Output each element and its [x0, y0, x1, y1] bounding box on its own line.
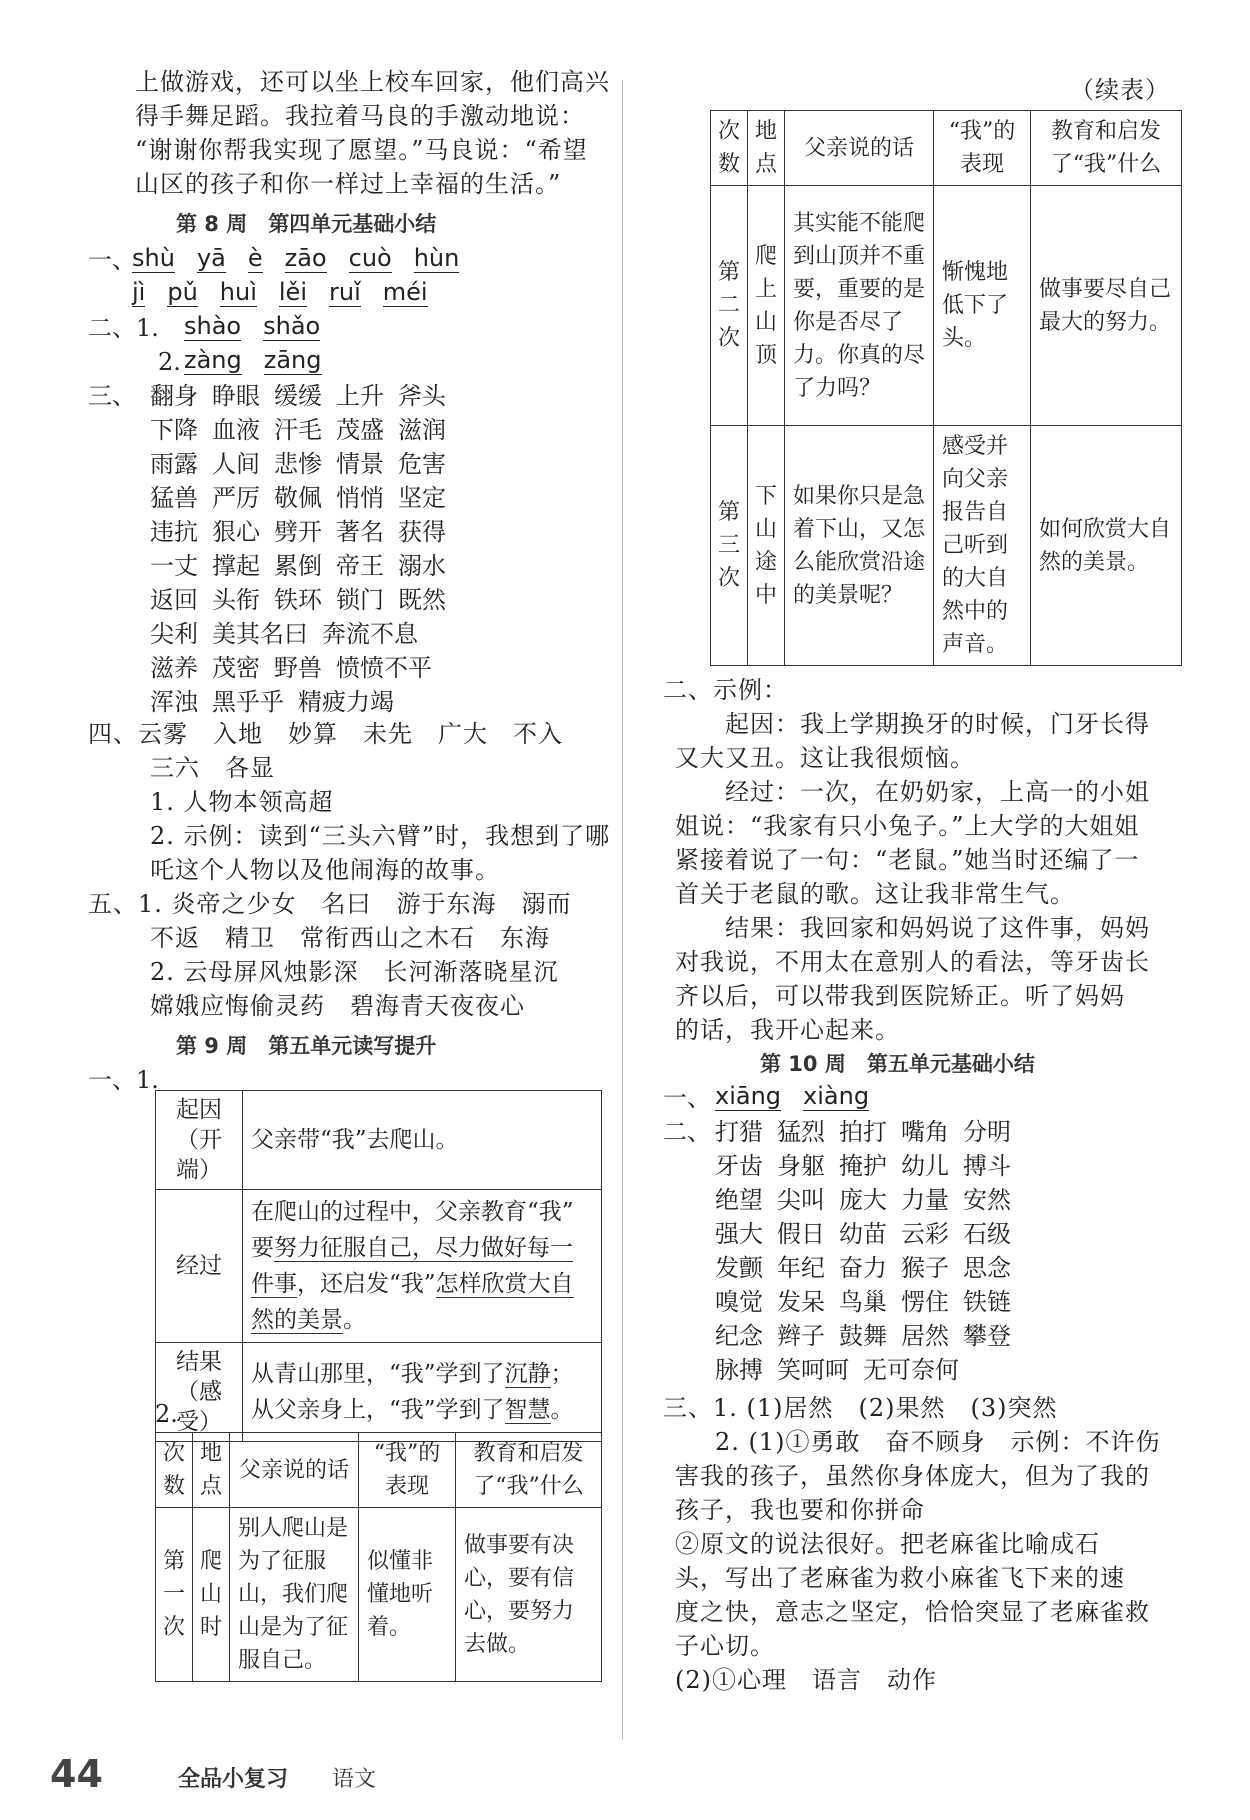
table-cell: 第三次 — [711, 426, 748, 666]
book-title: 全品小复习 — [178, 1767, 289, 1792]
table-cell: 做事要有决心，要有信心，要努力去做。 — [456, 1508, 602, 1682]
table-cell: 如果你只是急着下山，又怎么能欣赏沿途的美景呢？ — [785, 426, 934, 666]
essay-line: 首关于老鼠的歌。这让我非常生气。 — [675, 880, 1075, 908]
word-row: 猛兽 严厉 敬佩 悄悄 坚定 — [150, 484, 446, 512]
section-label: 三、 — [88, 382, 136, 410]
table-cell: 如何欣赏大自然的美景。 — [1031, 426, 1182, 666]
essay-line: 起因：我上学期换牙的时候，门牙长得 — [725, 710, 1150, 738]
section-5-line: 不返 精卫 常衔西山之木石 东海 — [150, 924, 550, 952]
week9-header: 第 9 周 第五单元读写提升 — [176, 1034, 437, 1058]
page-number: 44 — [50, 1752, 103, 1796]
word-row: 浑浊 黑乎乎 精疲力竭 — [150, 688, 394, 716]
continued-label: （续表） — [1070, 76, 1170, 104]
section-4-q2: 2. 示例：读到“三头六臂”时，我想到了哪 — [150, 822, 611, 850]
pinyin-row: xiāng xiàng — [715, 1082, 870, 1110]
table-header: 次数 — [156, 1433, 193, 1508]
table-cell: 似懂非懂地听着。 — [359, 1508, 456, 1682]
table-cell: 从青山那里，“我”学到了沉静； 从父亲身上，“我”学到了智慧。 — [243, 1343, 602, 1442]
table-cell: 经过 — [156, 1190, 243, 1343]
word-row: 一丈 撑起 累倒 帝王 溺水 — [150, 552, 446, 580]
story-line: 山区的孩子和你一样过上幸福的生活。” — [135, 170, 562, 198]
pinyin-row: shào shǎo — [184, 312, 321, 340]
section-label: 一、 — [663, 1084, 711, 1112]
column-divider — [622, 80, 623, 1740]
pinyin-row: shù yā è zāo cuò hùn — [132, 244, 460, 272]
section-label: 二、 — [663, 1118, 711, 1146]
section-3-line: 度之快，意志之坚定，恰恰突显了老麻雀救 — [675, 1598, 1150, 1626]
essay-line: 经过：一次，在奶奶家，上高一的小姐 — [725, 778, 1150, 806]
table-header: 地点 — [193, 1433, 230, 1508]
essay-line: 姐说：“我家有只小兔子。”上大学的大姐姐 — [675, 812, 1140, 840]
story-structure-table — [155, 1090, 602, 1442]
table-header: 父亲说的话 — [230, 1433, 359, 1508]
word-row: 违抗 狠心 劈开 著名 获得 — [150, 518, 446, 546]
section-label: 二、1. — [88, 314, 159, 342]
section-5-line: 2. 云母屏风烛影深 长河渐落晓星沉 — [150, 958, 559, 986]
essay-line: 对我说，不用太在意别人的看法，等牙齿长 — [675, 948, 1150, 976]
section-label: 一、1. — [88, 1066, 159, 1094]
section-3-line: 头，写出了老麻雀为救小麻雀飞下来的速 — [675, 1564, 1125, 1592]
table-cell: 父亲带“我”去爬山。 — [243, 1091, 602, 1190]
word-row: 发颤 年纪 奋力 猴子 思念 — [715, 1254, 1011, 1282]
word-list — [150, 379, 460, 719]
week10-header: 第 10 周 第五单元基础小结 — [760, 1052, 1035, 1076]
table-header: 地点 — [748, 111, 785, 186]
week8-header: 第 8 周 第四单元基础小结 — [176, 212, 437, 236]
essay-line: 又大又丑。这让我很烦恼。 — [675, 744, 975, 772]
essay-line: 齐以后，可以带我到医院矫正。听了妈妈 — [675, 982, 1125, 1010]
table-cell: 其实能不能爬到山顶并不重要，重要的是你是否尽了力。你真的尽了力吗？ — [785, 186, 934, 426]
essay-line: 的话，我开心起来。 — [675, 1016, 900, 1044]
word-row: 尖利 美其名曰 奔流不息 — [150, 620, 418, 648]
table-cell: 惭愧地低下了头。 — [934, 186, 1031, 426]
table-cell: 感受并向父亲报告自己听到的大自然中的声音。 — [934, 426, 1031, 666]
table-cell: 在爬山的过程中，父亲教育“我” 要努力征服自己，尽力做好每一 件事，还启发“我”怎样欣赏大自 然的美景。 — [243, 1190, 602, 1343]
word-row: 返回 头衔 铁环 锁门 既然 — [150, 586, 446, 614]
table-header: 父亲说的话 — [785, 111, 934, 186]
table-cell: 第一次 — [156, 1508, 193, 1682]
dialogue-table-continued — [710, 110, 1182, 666]
section-4-q2: 吒这个人物以及他闹海的故事。 — [150, 856, 500, 884]
table-header: 教育和启发了“我”什么 — [1031, 111, 1182, 186]
section-3-line: 害我的孩子，虽然你身体庞大，但为了我的 — [675, 1462, 1150, 1490]
table-header: 教育和启发了“我”什么 — [456, 1433, 602, 1508]
word-list — [715, 1115, 1025, 1387]
word-row: 强大 假日 幼苗 云彩 石级 — [715, 1220, 1011, 1248]
section-2-label: 二、示例： — [663, 676, 788, 704]
story-line: “谢谢你帮我实现了愿望。”马良说：“希望 — [135, 136, 588, 164]
table-cell: 结果 （感受） — [156, 1343, 243, 1442]
section-3-line: 2. (1)①勇敢 奋不顾身 示例：不许伤 — [715, 1428, 1161, 1456]
essay-line: 结果：我回家和妈妈说了这件事，妈妈 — [725, 914, 1150, 942]
table-cell: 第二次 — [711, 186, 748, 426]
table-cell: 别人爬山是为了征服山，我们爬山是为了征服自己。 — [230, 1508, 359, 1682]
word-row: 牙齿 身躯 掩护 幼儿 搏斗 — [715, 1152, 1011, 1180]
word-row: 绝望 尖叫 庞大 力量 安然 — [715, 1186, 1011, 1214]
table-header: 次数 — [711, 111, 748, 186]
section-3-line: ②原文的说法很好。把老麻雀比喻成石 — [675, 1530, 1100, 1558]
essay-line: 紧接着说了一句：“老鼠。”她当时还编了一 — [675, 846, 1140, 874]
section-3-line: 子心切。 — [675, 1632, 775, 1660]
word-row: 打猎 猛烈 拍打 嘴角 分明 — [715, 1118, 1011, 1146]
item-label: 2. — [158, 348, 181, 376]
dialogue-table — [155, 1432, 602, 1682]
table-cell: 下山途中 — [748, 426, 785, 666]
word-row: 嗅觉 发呆 鸟巢 愣住 铁链 — [715, 1288, 1011, 1316]
table-header: “我”的表现 — [934, 111, 1031, 186]
word-row: 翻身 睁眼 缓缓 上升 斧头 — [150, 382, 446, 410]
table-cell: 做事要尽自己最大的努力。 — [1031, 186, 1182, 426]
section-4-line: 四、云雾 入地 妙算 未先 广大 不入 — [88, 720, 563, 748]
table-header: “我”的表现 — [359, 1433, 456, 1508]
section-4-q1: 1. 人物本领高超 — [150, 788, 334, 816]
section-5-line: 嫦娥应悔偷灵药 碧海青天夜夜心 — [150, 992, 525, 1020]
pinyin-row: zàng zāng — [184, 346, 322, 374]
section-4-line: 三六 各显 — [150, 754, 275, 782]
section-3-line: 三、1. (1)居然 (2)果然 (3)突然 — [663, 1394, 1058, 1422]
section-label: 一、 — [88, 246, 136, 274]
story-line: 得手舞足蹈。我拉着马良的手激动地说： — [135, 102, 585, 130]
word-row: 滋养 茂密 野兽 愤愤不平 — [150, 654, 432, 682]
subject-label: 语文 — [332, 1767, 377, 1792]
word-row: 雨露 人间 悲惨 情景 危害 — [150, 450, 446, 478]
pinyin-row: jì pǔ huì lěi ruǐ méi — [132, 278, 428, 306]
word-row: 下降 血液 汗毛 茂盛 滋润 — [150, 416, 446, 444]
story-line: 上做游戏，还可以坐上校车回家，他们高兴 — [135, 68, 610, 96]
section-3-line: (2)①心理 语言 动作 — [675, 1666, 937, 1694]
word-row: 脉搏 笑呵呵 无可奈何 — [715, 1356, 959, 1384]
table-cell: 爬上山顶 — [748, 186, 785, 426]
table-cell: 爬山时 — [193, 1508, 230, 1682]
table-cell: 起因 （开端） — [156, 1091, 243, 1190]
item-label: 2. — [155, 1400, 178, 1428]
section-3-line: 孩子，我也要和你拼命 — [675, 1496, 925, 1524]
section-5-line: 五、1. 炎帝之少女 名曰 游于东海 溺而 — [88, 890, 572, 918]
word-row: 纪念 辫子 鼓舞 居然 攀登 — [715, 1322, 1011, 1350]
